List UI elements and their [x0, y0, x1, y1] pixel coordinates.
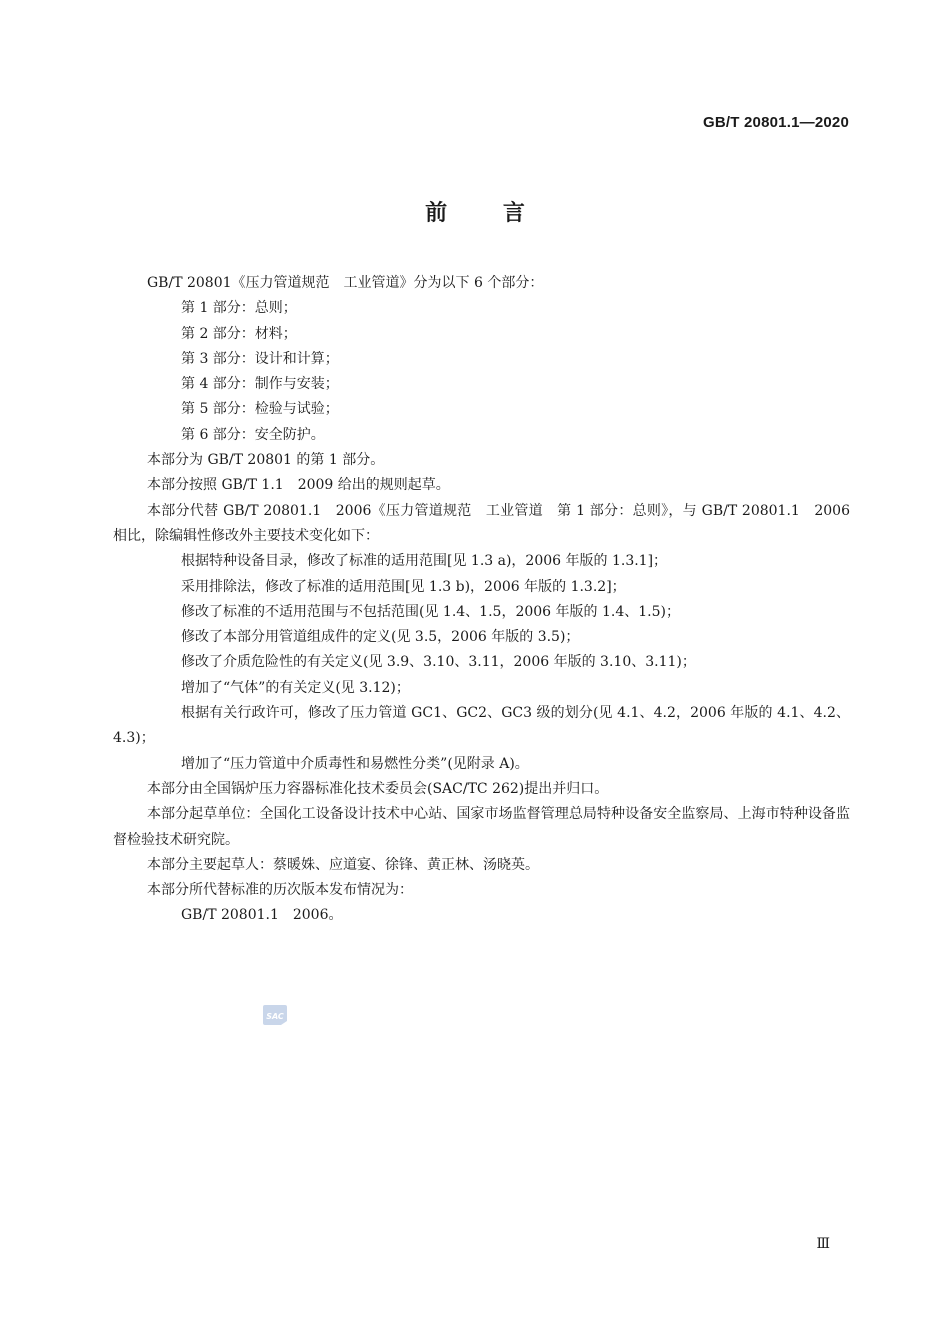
drafters-paragraph: 本部分主要起草人：蔡暖姝、应道宴、徐锋、黄正林、汤晓英。 — [147, 856, 539, 873]
change-list-item: 修改了介质危险性的有关定义(见 3.9、3.10、3.11，2006 年版的 3.10、3.11)； — [181, 654, 696, 671]
change-list-item: 增加了“压力管道中介质毒性和易燃性分类”(见附录 A)。 — [181, 755, 529, 772]
foreword-body — [113, 271, 850, 929]
replaces-paragraph: 本部分代替 GB/T 20801.1 2006《压力管道规范 工业管道 第 1 部分：总则》，与 GB/T 20801.1 2006相比，除编辑性修改外主要技术变化如下： — [113, 502, 850, 544]
page-title: 前 言 — [425, 201, 525, 226]
part-list-item: 第 3 部分：设计和计算； — [181, 350, 339, 367]
sac-logo-watermark — [261, 1003, 289, 1027]
intro-paragraph: GB/T 20801《压力管道规范 工业管道》分为以下 6 个部分： — [147, 275, 544, 291]
this-part-paragraph: 本部分为 GB/T 20801 的第 1 部分。 — [147, 452, 385, 469]
part-list-item: 第 6 部分：安全防护。 — [181, 426, 325, 443]
page-number: Ⅲ — [816, 1236, 830, 1252]
change-list-item: 采用排除法，修改了标准的适用范围[见 1.3 b)，2006 年版的 1.3.2]； — [181, 578, 626, 595]
change-list-item: 根据有关行政许可，修改了压力管道 GC1、GC2、GC3 级的划分(见 4.1、4.2，2006 年版的 4.1、4.2、4.3)； — [113, 705, 850, 747]
change-list-item: 根据特种设备目录，修改了标准的适用范围[见 1.3 a)，2006 年版的 1.3.1]； — [181, 553, 668, 570]
change-list-item: 增加了“气体”的有关定义(见 3.12)； — [181, 679, 410, 696]
drafting-units-paragraph: 本部分起草单位：全国化工设备设计技术中心站、国家市场监督管理总局特种设备安全监察局、上海市特种设备监督检验技术研究院。 — [113, 806, 850, 848]
part-list-item: 第 1 部分：总则； — [181, 300, 297, 317]
standard-code: GB/T 20801.1—2020 — [703, 114, 849, 131]
sac-logo-icon — [261, 1003, 289, 1027]
change-list-item: 修改了标准的不适用范围与不包括范围(见 1.4、1.5，2006 年版的 1.4、1.5)； — [181, 603, 680, 620]
svg-text:SAC: SAC — [266, 1012, 284, 1021]
history-list-item: GB/T 20801.1 2006。 — [181, 907, 343, 924]
change-list-item: 修改了本部分用管道组成件的定义(见 3.5，2006 年版的 3.5)； — [181, 629, 580, 646]
part-list-item: 第 4 部分：制作与安装； — [181, 376, 339, 393]
part-list-item: 第 5 部分：检验与试验； — [181, 401, 339, 418]
drafted-per-paragraph: 本部分按照 GB/T 1.1 2009 给出的规则起草。 — [147, 477, 450, 494]
history-intro-paragraph: 本部分所代替标准的历次版本发布情况为： — [147, 882, 413, 899]
proposed-by-paragraph: 本部分由全国锅炉压力容器标准化技术委员会(SAC/TC 262)提出并归口。 — [147, 780, 609, 797]
part-list-item: 第 2 部分：材料； — [181, 325, 297, 342]
